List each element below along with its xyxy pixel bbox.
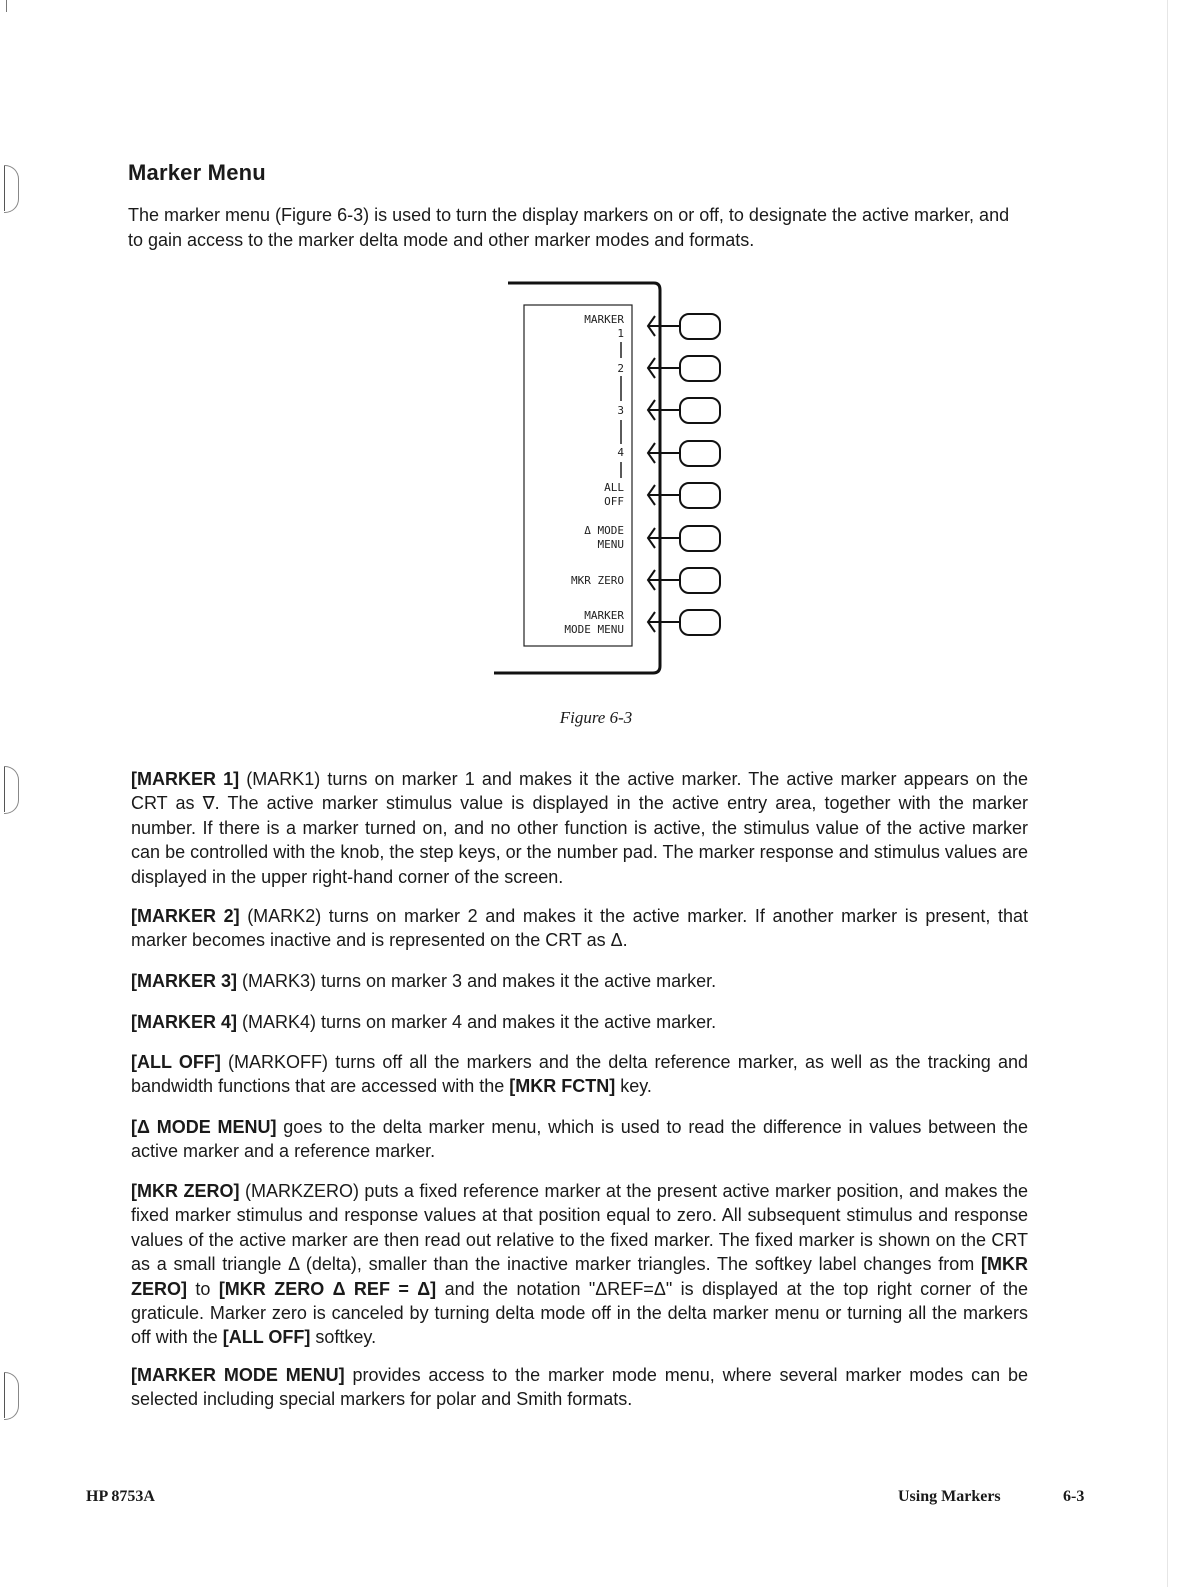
footer-page-number: 6-3 bbox=[1063, 1488, 1085, 1505]
paragraph-text: softkey. bbox=[310, 1327, 377, 1348]
footer-section: Using Markers bbox=[898, 1488, 1001, 1505]
paragraph-marker-3 bbox=[131, 969, 1028, 993]
scan-edge-mark bbox=[6, 0, 7, 12]
label-marker-mode: MARKER bbox=[584, 609, 624, 622]
scan-page-edge bbox=[1167, 0, 1168, 1587]
paragraph-text: (MARK1) turns on marker 1 and makes it the active marker. The active marker appears on the CRT as ∇. The active marker stimulus value is displayed in the active entry area, together with the marker number. If there is a marker turned on, and no other function is active, the stimulus value of the active marker can be controlled with the knob, the step keys, or the number pad. The marker response and stimulus values are displayed in the upper right-hand corner of the screen. bbox=[131, 769, 1028, 887]
paragraph-marker-4 bbox=[131, 1010, 1028, 1034]
softkey-ref: [MARKER 1] bbox=[131, 769, 240, 789]
softkey-ref: [MARKER 4] bbox=[131, 1012, 237, 1032]
marker-menu-figure bbox=[490, 278, 730, 682]
softkey-ref: [MARKER MODE MENU] bbox=[131, 1365, 345, 1385]
paragraph-delta-mode bbox=[131, 1115, 1028, 1164]
paragraph-text: goes to the delta marker menu, which is used to read the difference in values between the active marker and a reference marker. bbox=[131, 1117, 1028, 1162]
softkey-ref: [ALL OFF] bbox=[222, 1327, 311, 1348]
paragraph-text: key. bbox=[615, 1076, 652, 1097]
label-marker-4: 4 bbox=[617, 446, 624, 459]
softkey-ref: [MKR ZERO] bbox=[131, 1181, 240, 1201]
paragraph-text: (MARKZERO) puts a fixed reference marker at the present active marker position, and makes the fixed marker stimulus and response values at that position equal to zero. All subsequent stimulus and response values of the active marker are then read out relative to the fixed marker. The fixed marker is shown on the CRT as a small triangle Δ (delta), smaller than the inactive marker triangles. The softkey label changes from bbox=[131, 1181, 1028, 1275]
bezel-outline bbox=[494, 283, 660, 673]
label-marker-3: 3 bbox=[617, 404, 624, 417]
binder-hole bbox=[4, 766, 33, 812]
label-marker-2: 2 bbox=[617, 362, 624, 375]
label-off: OFF bbox=[604, 495, 624, 508]
binder-hole bbox=[4, 165, 33, 211]
paragraph-text: and the notation "ΔREF=Δ" is displayed at the top right corner of the graticule. Marker zero is canceled by turning delta mode off in the delta marker menu or turning all the markers off with the bbox=[131, 1278, 1029, 1348]
paragraph-marker-mode-menu bbox=[131, 1363, 1028, 1412]
footer-model: HP 8753A bbox=[86, 1488, 155, 1505]
figure-caption: Figure 6-3 bbox=[559, 708, 633, 727]
paragraph-text: (MARK4) turns on marker 4 and makes it the active marker. bbox=[237, 1012, 717, 1032]
softkey-ref: [MARKER 2] bbox=[131, 906, 240, 926]
paragraph-text: (MARK2) turns on marker 2 and makes it the active marker. If another marker is present, that marker becomes inactive and is represented on the CRT as Δ. bbox=[131, 906, 1028, 951]
paragraph-marker-1 bbox=[131, 767, 1028, 889]
binder-hole bbox=[4, 1372, 33, 1418]
softkey-ref: [MKR ZERO Δ REF = Δ] bbox=[218, 1278, 437, 1299]
paragraph-marker-2 bbox=[131, 904, 1028, 953]
paragraph-mkr-zero bbox=[131, 1179, 1028, 1350]
label-marker: MARKER bbox=[584, 313, 624, 326]
paragraph-text: provides access to the marker mode menu, where several marker modes can be selected including special markers for polar and Smith formats. bbox=[131, 1365, 1028, 1410]
paragraph-text: to bbox=[187, 1278, 219, 1299]
key-ref: [MKR FCTN] bbox=[509, 1076, 616, 1097]
label-mode-menu: MODE MENU bbox=[564, 623, 624, 636]
softkey-ref: [Δ MODE MENU] bbox=[131, 1117, 277, 1137]
label-mkr-zero: MKR ZERO bbox=[571, 574, 624, 587]
softkey-ref: [ALL OFF] bbox=[131, 1052, 221, 1072]
section-heading: Marker Menu bbox=[128, 160, 266, 185]
softkey-ref: [MKR ZERO] bbox=[131, 1254, 1028, 1299]
label-marker-1: 1 bbox=[617, 327, 624, 340]
label-menu: MENU bbox=[597, 538, 624, 551]
paragraph-text: (MARK3) turns on marker 3 and makes it the active marker. bbox=[237, 971, 717, 991]
label-delta-mode: Δ MODE bbox=[584, 524, 624, 537]
paragraph-text: (MARKOFF) turns off all the markers and the delta reference marker, as well as the tracking and bandwidth functions that are accessed with the bbox=[131, 1052, 1028, 1097]
screen-area bbox=[524, 305, 632, 646]
paragraph-all-off bbox=[131, 1050, 1028, 1099]
label-all: ALL bbox=[604, 481, 624, 494]
softkey-ref: [MARKER 3] bbox=[131, 971, 237, 991]
intro-paragraph: The marker menu (Figure 6-3) is used to turn the display markers on or off, to designate the active marker, and to gain access to the marker delta mode and other marker modes and formats. bbox=[128, 205, 1010, 250]
